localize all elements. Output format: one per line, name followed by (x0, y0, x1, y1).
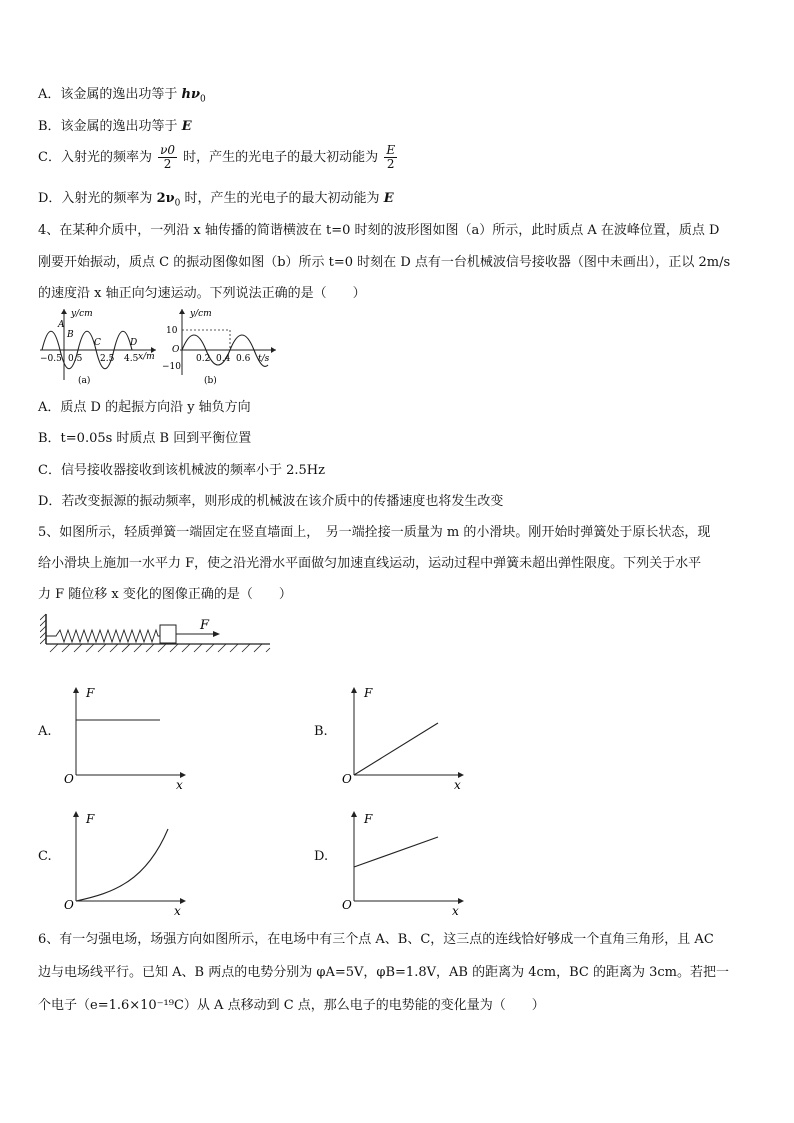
q6-stem-line2: 边与电场线平行。已知 A、B 两点的电势分别为 φA=5V，φB=1.8V，AB 的距离为 4cm，BC 的距离为 3cm。若把一 (38, 965, 729, 980)
q3-option-a (38, 83, 206, 105)
graph-d-xlabel: x (452, 904, 459, 918)
graph-c-curve (76, 829, 168, 901)
q4-stem-line1: 4、在某种介质中，一列沿 x 轴传播的简谐横波在 t=0 时刻的波形图如图（a）所示，此时质点 A 在波峰位置，质点 D (38, 223, 720, 238)
fig-b-xtick-1: 0.2 (196, 354, 211, 364)
q3-option-c-frac2-den: 2 (386, 157, 395, 171)
q5-graph-c-label: C. (38, 849, 52, 864)
fig-b-caption: (b) (204, 376, 217, 386)
force-label: F (200, 618, 210, 633)
q3-option-b-text: B．该金属的逸出功等于 (38, 119, 178, 134)
fig-a-point-c: C (94, 338, 101, 348)
q4-figure-b (160, 305, 280, 387)
graph-c-ylabel: F (86, 812, 95, 826)
graph-c-xlabel: x (174, 904, 181, 918)
fig-a-tick-4: 4.5 (124, 354, 139, 364)
q5-stem-line3: 力 F 随位移 x 变化的图像正确的是（ ） (38, 587, 292, 602)
q3-option-c-frac2 (384, 144, 397, 171)
ground-hatch (50, 644, 270, 652)
fig-a-tick-3: 2.5 (100, 354, 115, 364)
q3-option-a-text: A．该金属的逸出功等于 (38, 87, 178, 102)
fig-b-origin: O (172, 345, 180, 355)
q3-option-c-frac-num: ν0 (160, 143, 176, 157)
wall-hatch (40, 614, 46, 644)
q3-option-c-frac-den: 2 (163, 157, 172, 171)
q5-graph-d (342, 807, 472, 919)
q5-spring-diagram (40, 612, 272, 658)
q3-option-a-sub: 0 (200, 94, 206, 105)
q3-option-c-frac (158, 144, 177, 171)
q3-option-a-symbol: hν (181, 87, 201, 102)
graph-a-ylabel: F (86, 686, 95, 700)
block (160, 625, 176, 643)
fig-a-point-b: B (67, 330, 74, 340)
q3-option-d (38, 187, 394, 209)
q5-graph-a (64, 683, 194, 793)
q4-option-d: D．若改变振源的振动频率，则形成的机械波在该介质中的传播速度也将发生改变 (38, 494, 504, 509)
graph-d-y-arrow (351, 811, 357, 817)
q5-graph-b (342, 683, 472, 793)
fig-b-ytick-1: 10 (166, 326, 178, 336)
fig-a-tick-2: 0.5 (68, 354, 83, 364)
graph-d-x-arrow (458, 898, 464, 904)
graph-c-y-arrow (73, 811, 79, 817)
q3-option-d-post: 时，产生的光电子的最大初动能为 (184, 191, 380, 206)
q6-stem-line1: 6、有一匀强电场，场强方向如图所示，在电场中有三个点 A、B、C，这三点的连线恰好够成一个直角三角形，且 AC (38, 932, 714, 947)
q3-option-c (38, 144, 399, 171)
q3-option-b (38, 115, 192, 134)
graph-b-y-arrow (351, 687, 357, 693)
fig-b-y-arrow (179, 309, 185, 314)
fig-a-caption: (a) (78, 376, 91, 386)
graph-b-line (354, 723, 438, 775)
graph-b-xlabel: x (454, 778, 461, 792)
q3-option-d-val: 2ν (156, 191, 175, 206)
q3-option-c-mid: 时，产生的光电子的最大初动能为 (183, 150, 379, 165)
force-arrow-head (213, 631, 220, 637)
graph-d-ylabel: F (364, 812, 373, 826)
q3-option-b-symbol: E (181, 119, 192, 134)
fig-b-x-arrow (271, 347, 276, 353)
q5-graph-c (64, 807, 194, 919)
graph-c-origin: O (64, 898, 74, 912)
graph-c-x-arrow (180, 898, 186, 904)
q3-option-c-pre: C．入射光的频率为 (38, 150, 152, 165)
graph-b-origin: O (342, 772, 352, 786)
graph-a-origin: O (64, 772, 74, 786)
fig-a-xlabel: x/m (138, 352, 155, 362)
q4-option-b: B．t=0.05s 时质点 B 回到平衡位置 (38, 431, 252, 446)
fig-a-tick-1: −0.5 (40, 354, 62, 364)
q5-graph-b-label: B. (314, 724, 328, 739)
fig-a-ylabel: y/cm (71, 309, 93, 319)
q3-option-d-symbol: E (383, 191, 394, 206)
fig-b-xtick-2: 0.4 (216, 354, 231, 364)
fig-a-y-arrow (61, 309, 67, 314)
graph-a-xlabel: x (176, 778, 183, 792)
fig-b-xlabel: t/s (258, 354, 270, 364)
graph-d-line (354, 837, 438, 867)
spring (46, 630, 160, 642)
q4-stem-line2: 刚要开始振动，质点 C 的振动图像如图（b）所示 t=0 时刻在 D 点有一台机械波信号接收器（图中未画出），正以 2m/s (38, 255, 731, 270)
q5-graph-d-label: D. (314, 849, 329, 864)
q4-stem-line3: 的速度沿 x 轴正向匀速运动。下列说法正确的是（ ） (38, 286, 366, 301)
q5-graph-a-label: A. (38, 724, 52, 739)
q5-stem-line2: 给小滑块上施加一水平力 F，使之沿光滑水平面做匀加速直线运动，运动过程中弹簧未超出弹性限度。下列关于水平 (38, 556, 702, 571)
q3-option-d-sub: 0 (174, 198, 181, 209)
q6-stem-line3: 个电子（e=1.6×10⁻¹⁹C）从 A 点移动到 C 点，那么电子的电势能的变化量为（ ） (38, 998, 545, 1013)
fig-b-xtick-3: 0.6 (236, 354, 251, 364)
graph-b-ylabel: F (364, 686, 373, 700)
graph-d-origin: O (342, 898, 352, 912)
q4-figure-a (38, 305, 168, 387)
q4-option-a: A．质点 D 的起振方向沿 y 轴负方向 (38, 400, 251, 415)
q5-stem-line1: 5、如图所示，轻质弹簧一端固定在竖直墙面上， 另一端拴接一质量为 m 的小滑块。刚开始时弹簧处于原长状态，现 (38, 525, 711, 540)
q3-option-c-frac2-num: E (386, 143, 396, 157)
fig-b-ytick-2: −10 (162, 362, 181, 372)
fig-b-ylabel: y/cm (190, 309, 212, 319)
fig-a-point-d: D (130, 338, 138, 348)
q4-option-c: C．信号接收器接收到该机械波的频率小于 2.5Hz (38, 463, 325, 478)
fig-a-point-a: A (58, 320, 65, 330)
graph-a-y-arrow (73, 687, 79, 693)
q3-option-d-pre: D．入射光的频率为 (38, 191, 153, 206)
